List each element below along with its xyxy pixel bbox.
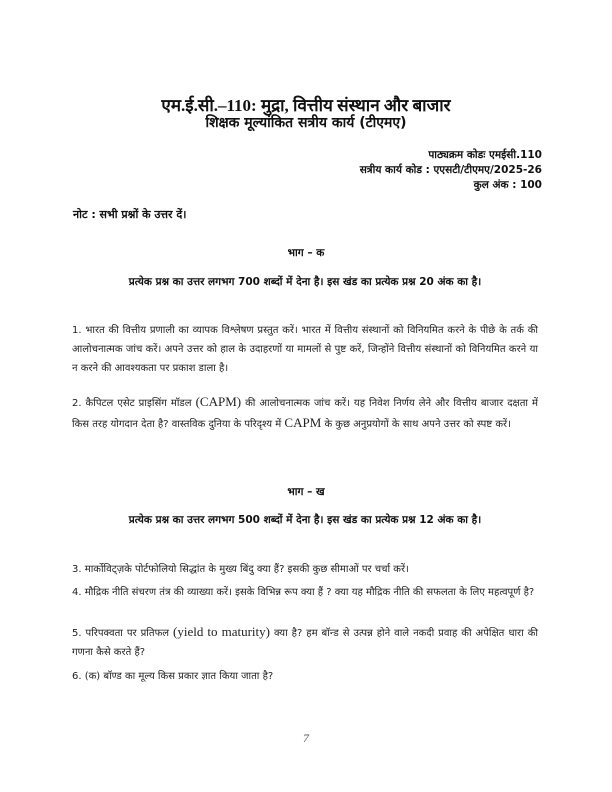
question-2-text-c: के कुछ अनुप्रयोगों के साथ अपने उत्तर को स्पष्ट करें। — [321, 419, 511, 430]
question-2-latin-a: (CAPM) — [195, 394, 242, 409]
question-5-latin-a: (yield to maturity) — [173, 624, 270, 639]
question-2-text-b: की आलोचनात्मक जांच करें। यह निवेश निर्णय लेने और वित्तीय बाजार दक्षता में किस तरह योगदान देता है? वास्तविक दुनिया के परिदृश्य में — [72, 398, 539, 430]
question-3: 3. मार्कोविट्ज़के पोर्टफोलियो सिद्धांत के मुख्य बिंदु क्या हैं? इसकी कुछ सीमाओं पर चर्चा करें। — [72, 564, 409, 575]
question-5 — [72, 622, 538, 662]
question-1: 1. भारत की वित्तीय प्रणाली का व्यापक विश्लेषण प्रस्तुत करें। भारत में वित्तीय संस्थानों को विनियमित करने के पीछे के तर्क की आलोचनात्मक जांच करें। अपने उत्तर को हाल के उदाहरणों या मामलों से पुष्ट करें, जिन्होंने वित्तीय संस्थानों को विनियमित करने या न करने की आवश्यकता पर प्रकाश डाला है। — [72, 325, 538, 374]
question-2 — [72, 392, 538, 434]
assignment-code: सत्रीय कार्य कोड : एएसटी/टीएमए/2025-26 — [359, 164, 542, 176]
question-5-text-a: 5. परिपक्वता पर प्रतिफल — [72, 628, 174, 639]
section-a-heading: भाग – क — [287, 247, 325, 259]
section-b-instruction: प्रत्येक प्रश्न का उत्तर लगभग 500 शब्दों में देना है। इस खंड का प्रत्येक प्रश्न 12 अंक का है। — [128, 514, 482, 526]
question-5-text-b: क्या है? हम बॉन्ड से उत्पन्न होने वाले नकदी प्रवाह की अपेक्षित धारा की गणना कैसे करते हैं? — [72, 628, 538, 658]
section-a-instruction: प्रत्येक प्रश्न का उत्तर लगभग 700 शब्दों में देना है। इस खंड का प्रत्येक प्रश्न 20 अंक का है। — [128, 276, 482, 288]
question-2-text-a: 2. कैपिटल एसेट प्राइसिंग मॉडल — [72, 398, 196, 409]
document-subtitle: शिक्षक मूल्यांकित सत्रीय कार्य (टीएमए) — [205, 115, 407, 131]
question-6: 6. (क) बॉण्ड का मूल्य किस प्रकार ज्ञात किया जाता है? — [72, 671, 274, 682]
section-b-heading: भाग – ख — [287, 486, 325, 498]
assignment-meta — [360, 148, 542, 193]
page-number: 7 — [303, 731, 309, 745]
note: नोट : सभी प्रश्नों के उत्तर दें। — [73, 208, 187, 221]
question-2-latin-b: CAPM — [284, 415, 322, 430]
document-title: एम.ई.सी.–110: मुद्रा, वित्तीय संस्थान और बाजार — [161, 96, 451, 115]
total-marks: कुल अंक : 100 — [473, 179, 542, 191]
question-4: 4. मौद्रिक नीति संचरण तंत्र की व्याख्या करें। इसके विभिन्न रूप क्या हैं ? क्या यह मौद्रिक नीति की सफलता के लिए महत्वपूर्ण है? — [72, 587, 535, 598]
course-code: पाठ्यक्रम कोडः एमईसी.110 — [428, 149, 542, 161]
